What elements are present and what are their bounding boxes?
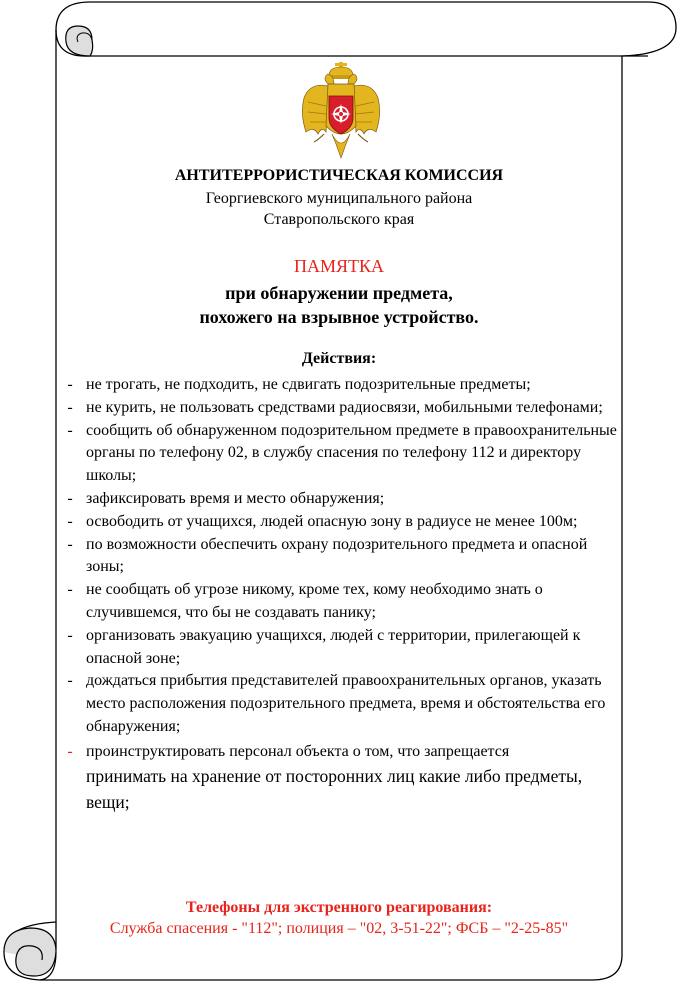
actions-heading: Действия: [301,350,377,367]
list-item [67,670,620,738]
list-item [67,511,620,534]
list-item [67,739,620,816]
memo-subtitle-line1: при обнаружении предмета, [225,283,453,303]
phones-heading: Телефоны для экстренного реагирования: [185,899,493,916]
list-item [67,625,620,671]
list-item [67,420,620,488]
list-item-text: зафиксировать время и место обнаружения; [86,489,385,507]
list-item-text-continued: принимать на хранение от посторонних лиц какие либо предметы, вещи; [86,765,583,812]
dash-bullet: - [67,672,73,690]
list-item-text: проинструктировать персонал объекта о том, что запрещается [86,742,510,760]
list-item-text: не сообщать об угрозе никому, кроме тех, кому необходимо знать о случившемся, что бы не создавать панику; [86,581,543,621]
dash-bullet: - [67,512,73,530]
list-item [67,534,620,580]
dash-bullet: - [67,421,73,439]
org-title: АНТИТЕРРОРИСТИЧЕСКАЯ КОМИССИЯ [174,167,504,184]
memo-subtitle-line2: похожего на взрывное устройство. [199,307,479,327]
phones-line: Служба спасения - "112"; полиция – "02, 3-51-22"; ФСБ – "2-25-85" [109,920,569,937]
dash-bullet: - [67,581,73,599]
list-item [67,579,620,625]
org-district: Георгиевского муниципального района [205,190,473,207]
list-item-text: не трогать, не подходить, не сдвигать подозрительные предметы; [86,376,531,393]
list-item-text: организовать эвакуацию учащихся, людей с территории, прилегающей к опасной зоне; [86,626,581,667]
dash-bullet: - [67,535,73,553]
memo-title: ПАМЯТКА [293,256,384,276]
list-item-text: сообщить об обнаруженном подозрительном предмете в правоохранительные органы по телефону 02, в службу спасения по телефону 112 и директору школы; [86,421,617,485]
dash-bullet: - [67,489,73,507]
list-item-text: не курить, не пользовать средствами радиосвязи, мобильными телефонами; [86,398,603,416]
list-item-text: дождаться прибытия представителей правоохранительных органов, указать место расположения подозрительного предмета, время и обстоятельства его обнаружения; [86,672,606,735]
memo-subtitle [0,281,678,329]
list-item [67,374,620,397]
list-item-text: освободить от учащихся, людей опасную зону в радиусе не менее 100м; [86,512,578,530]
list-item [67,397,620,420]
list-item [67,488,620,511]
actions-list [67,374,620,816]
dash-bullet: - [67,626,73,644]
dash-bullet: - [67,376,73,393]
org-region: Ставропольского края [263,211,415,228]
dash-bullet: - [67,742,73,760]
list-item-text: по возможности обеспечить охрану подозрительного предмета и опасной зоны; [86,535,588,576]
dash-bullet: - [67,398,73,416]
